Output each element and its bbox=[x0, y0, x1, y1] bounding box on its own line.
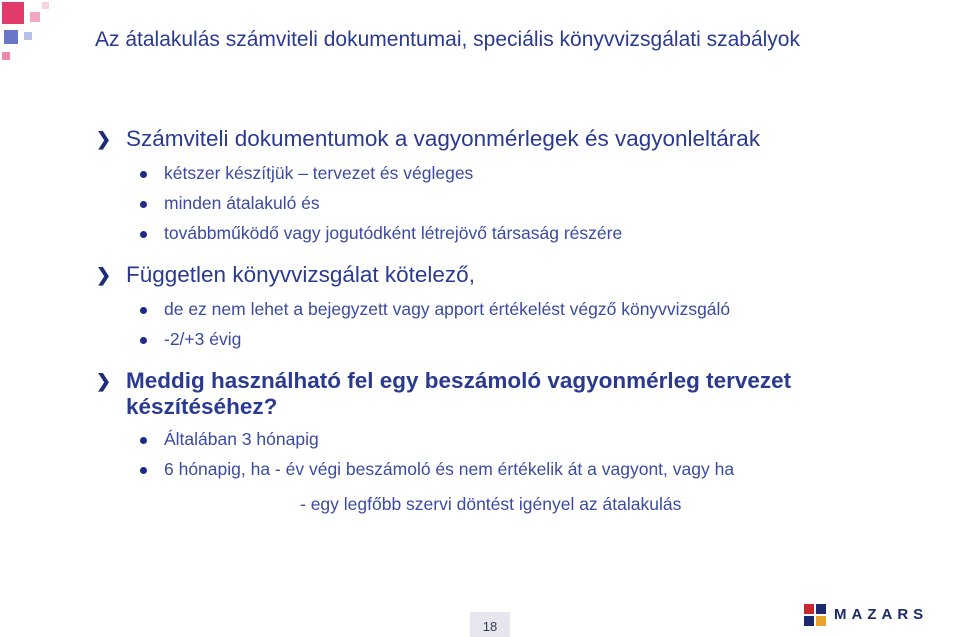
list-item: 6 hónapig, ha - év végi beszámoló és nem értékelik át a vagyont, vagy ha bbox=[96, 454, 920, 484]
square-pale-pink bbox=[42, 2, 49, 9]
chevron-right-icon: ❯ bbox=[96, 371, 112, 391]
section-validity bbox=[96, 366, 920, 484]
square-light-pink bbox=[30, 12, 40, 22]
square-light-blue bbox=[24, 32, 32, 40]
section-heading-row bbox=[96, 260, 920, 290]
list-item: továbbműködő vagy jogutódként létrejövő társaság részére bbox=[96, 218, 920, 248]
bullet-dot-icon bbox=[140, 231, 147, 238]
section-heading: Független könyvvizsgálat kötelező, bbox=[126, 262, 475, 287]
page-number-box bbox=[470, 612, 510, 637]
bullet-dot-icon bbox=[140, 437, 147, 444]
bullet-dot-icon bbox=[140, 307, 147, 314]
list-item: de ez nem lehet a bejegyzett vagy apport értékelést végző könyvvizsgáló bbox=[96, 294, 920, 324]
square-blue bbox=[4, 30, 18, 44]
list-item: kétszer készítjük – tervezet és végleges bbox=[96, 158, 920, 188]
chevron-right-icon: ❯ bbox=[96, 265, 112, 285]
bullet-dot-icon bbox=[140, 171, 147, 178]
bullet-list bbox=[96, 424, 920, 484]
section-documents bbox=[96, 124, 920, 248]
page-number: 18 bbox=[482, 619, 498, 634]
slide-title: Az átalakulás számviteli dokumentumai, speciális könyvvizsgálati szabályok bbox=[95, 28, 800, 51]
square-small-pink bbox=[2, 52, 10, 60]
section-heading-row bbox=[96, 366, 920, 420]
mazars-logo bbox=[804, 604, 944, 628]
decorative-squares-logo bbox=[0, 0, 90, 90]
list-item: Általában 3 hónapig bbox=[96, 424, 920, 454]
list-item: minden átalakuló és bbox=[96, 188, 920, 218]
bullet-dot-icon bbox=[140, 467, 147, 474]
continuation-text: - egy legfőbb szervi döntést igényel az átalakulás bbox=[300, 494, 682, 514]
section-audit bbox=[96, 260, 920, 354]
section-heading-row bbox=[96, 124, 920, 154]
bullet-dot-icon bbox=[140, 201, 147, 208]
bullet-list bbox=[96, 294, 920, 354]
bullet-dot-icon bbox=[140, 337, 147, 344]
section-heading: Meddig használható fel egy beszámoló vagyonmérleg tervezet készítéséhez? bbox=[126, 368, 792, 419]
mazars-logo-icon bbox=[804, 604, 826, 626]
mazars-logo-text: MAZARS bbox=[834, 606, 929, 623]
chevron-right-icon: ❯ bbox=[96, 129, 112, 149]
square-pink bbox=[2, 2, 24, 24]
list-item: -2/+3 évig bbox=[96, 324, 920, 354]
bullet-list bbox=[96, 158, 920, 248]
section-heading: Számviteli dokumentumok a vagyonmérlegek és vagyonleltárak bbox=[126, 126, 761, 151]
